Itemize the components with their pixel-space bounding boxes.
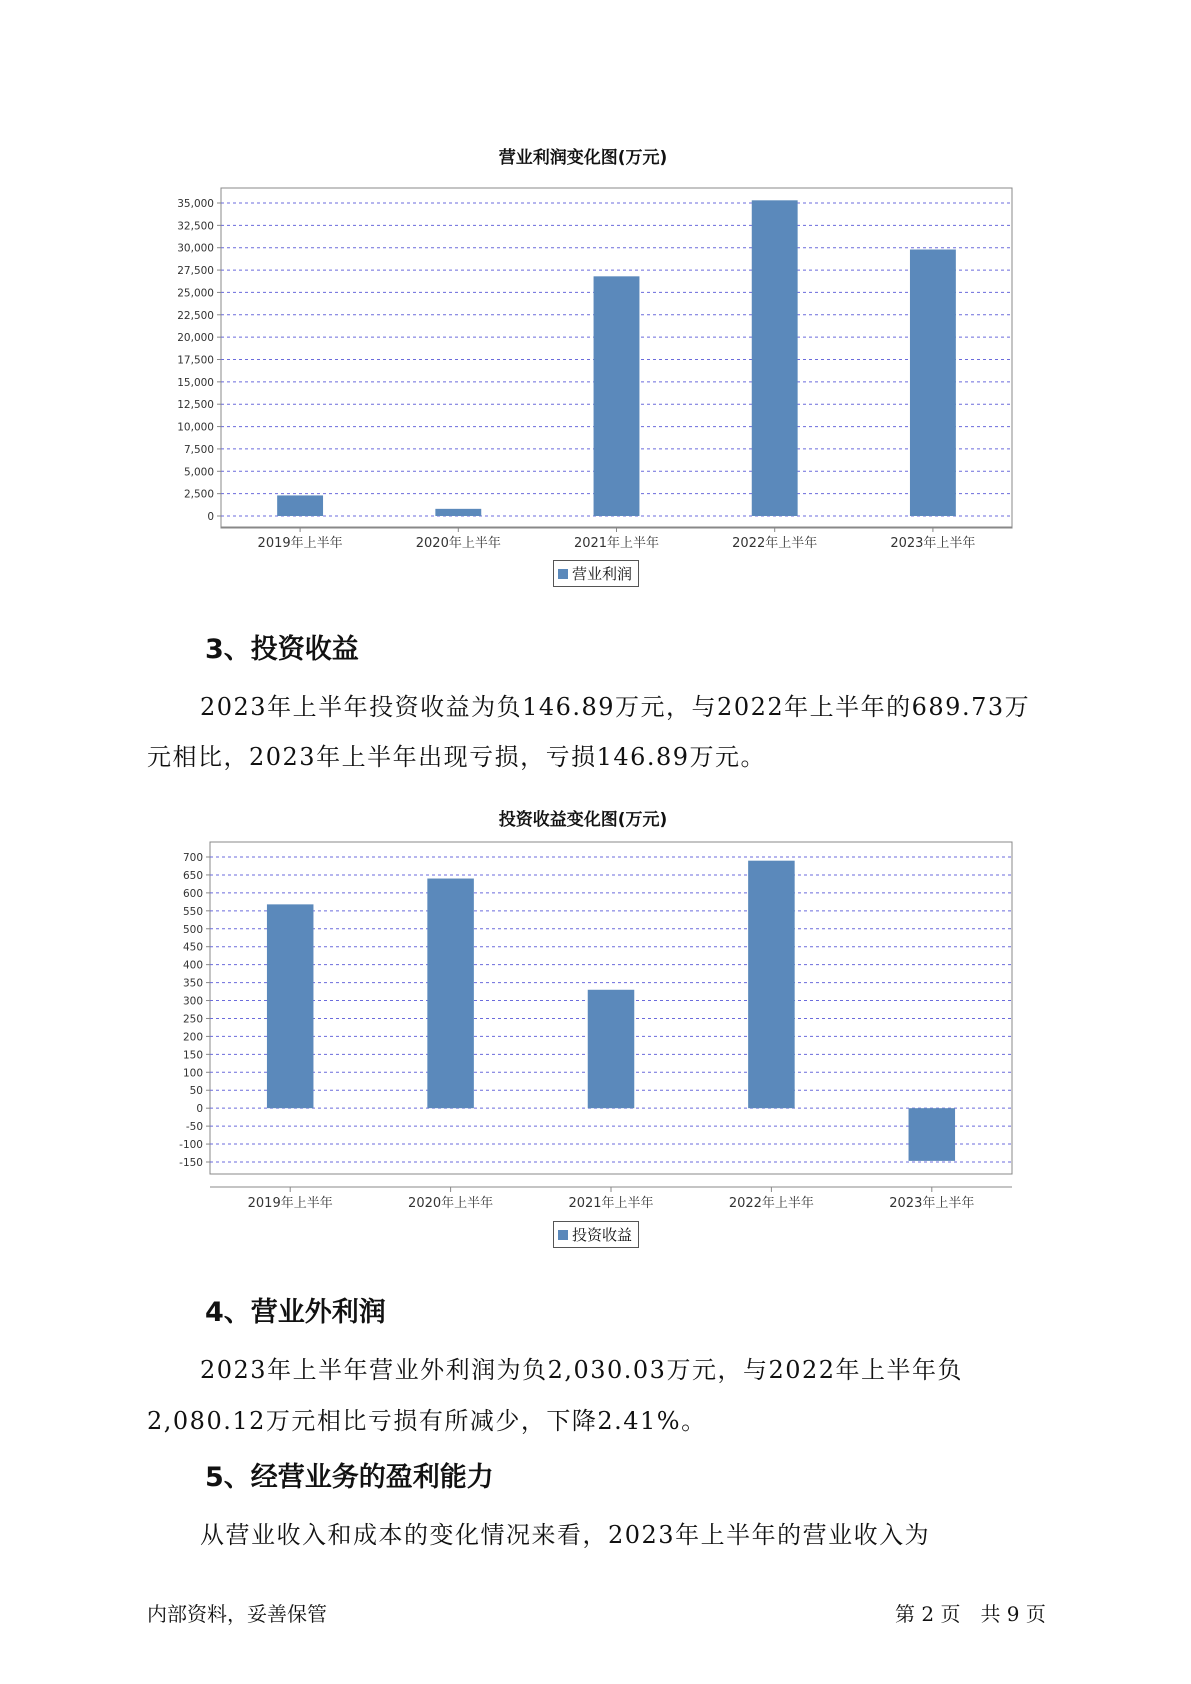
y-tick-label: 15,000	[177, 376, 214, 389]
y-tick-label: 30,000	[177, 242, 214, 255]
y-tick-label: 650	[182, 869, 203, 882]
bar	[588, 990, 635, 1108]
x-tick-label: 2022年上半年	[732, 536, 818, 551]
y-tick-label: 7,500	[183, 443, 214, 456]
section4-paragraph-line1: 2023年上半年营业外利润为负2,030.03万元，与2022年上半年负	[200, 1356, 964, 1384]
y-tick-label: 17,500	[177, 354, 214, 367]
y-tick-label: 22,500	[177, 309, 214, 322]
y-tick-label: 200	[182, 1031, 203, 1044]
y-tick-label: 35,000	[177, 198, 214, 210]
chart2-legend-label: 投资收益	[572, 1226, 633, 1244]
y-tick-label: 0	[207, 511, 214, 523]
section4-paragraph-line2: 2,080.12万元相比亏损有所减少，下降2.41%。	[147, 1407, 707, 1435]
y-tick-label: 350	[182, 977, 203, 990]
x-tick-label: 2023年上半年	[890, 536, 976, 551]
legend-swatch	[558, 1230, 568, 1240]
y-tick-label: -150	[179, 1157, 203, 1169]
bar	[909, 1108, 956, 1161]
y-tick-label: 0	[196, 1103, 203, 1116]
x-tick-label: 2021年上半年	[573, 536, 660, 551]
x-tick-label: 2023年上半年	[889, 1196, 975, 1211]
y-tick-label: -100	[179, 1139, 203, 1152]
bar	[427, 879, 474, 1109]
chart2-legend	[553, 1221, 639, 1248]
x-tick-label: 2019年上半年	[247, 1196, 333, 1211]
section4-heading: 4、营业外利润	[205, 1297, 386, 1328]
y-tick-label: 500	[182, 923, 203, 936]
chart2-title: 投资收益变化图(万元)	[498, 810, 668, 830]
y-tick-label: 450	[182, 941, 203, 954]
x-tick-label: 2020年上半年	[415, 536, 501, 551]
x-tick-label: 2022年上半年	[728, 1196, 814, 1211]
y-tick-label: 400	[182, 959, 203, 972]
bar	[267, 904, 314, 1108]
y-tick-label: 250	[182, 1013, 203, 1026]
y-tick-label: 32,500	[177, 220, 214, 233]
y-tick-label: -50	[185, 1121, 203, 1134]
y-tick-label: 100	[182, 1067, 203, 1080]
y-tick-label: 20,000	[177, 332, 214, 345]
section3-paragraph-line1: 2023年上半年投资收益为负146.89万元，与2022年上半年的689.73万	[200, 693, 1031, 721]
section5-heading: 5、经营业务的盈利能力	[205, 1462, 494, 1493]
section3-paragraph-line2: 元相比，2023年上半年出现亏损，亏损146.89万元。	[147, 743, 767, 771]
y-tick-label: 10,000	[177, 421, 214, 434]
footer-page-number: 第 2 页 共 9 页	[895, 1602, 1046, 1626]
chart1-title: 营业利润变化图(万元)	[498, 148, 668, 168]
x-tick-label: 2021年上半年	[568, 1196, 654, 1211]
y-tick-label: 50	[189, 1085, 203, 1098]
x-tick-label: 2020年上半年	[408, 1196, 494, 1211]
y-tick-label: 550	[182, 905, 203, 918]
bar	[748, 861, 795, 1108]
y-tick-label: 600	[182, 887, 203, 900]
y-tick-label: 25,000	[177, 287, 214, 300]
y-tick-label: 700	[182, 852, 203, 864]
y-tick-label: 150	[182, 1049, 203, 1062]
y-tick-label: 27,500	[177, 265, 214, 278]
y-tick-label: 12,500	[177, 399, 214, 412]
footer-confidential: 内部资料，妥善保管	[147, 1602, 327, 1626]
y-tick-label: 2,500	[183, 488, 214, 501]
section5-paragraph-line1: 从营业收入和成本的变化情况来看，2023年上半年的营业收入为	[200, 1521, 931, 1549]
section3-heading: 3、投资收益	[205, 634, 359, 665]
chart1-legend-label: 营业利润	[572, 565, 633, 583]
x-tick-label: 2019年上半年	[257, 536, 343, 551]
y-tick-label: 300	[182, 995, 203, 1008]
y-tick-label: 5,000	[183, 466, 214, 479]
